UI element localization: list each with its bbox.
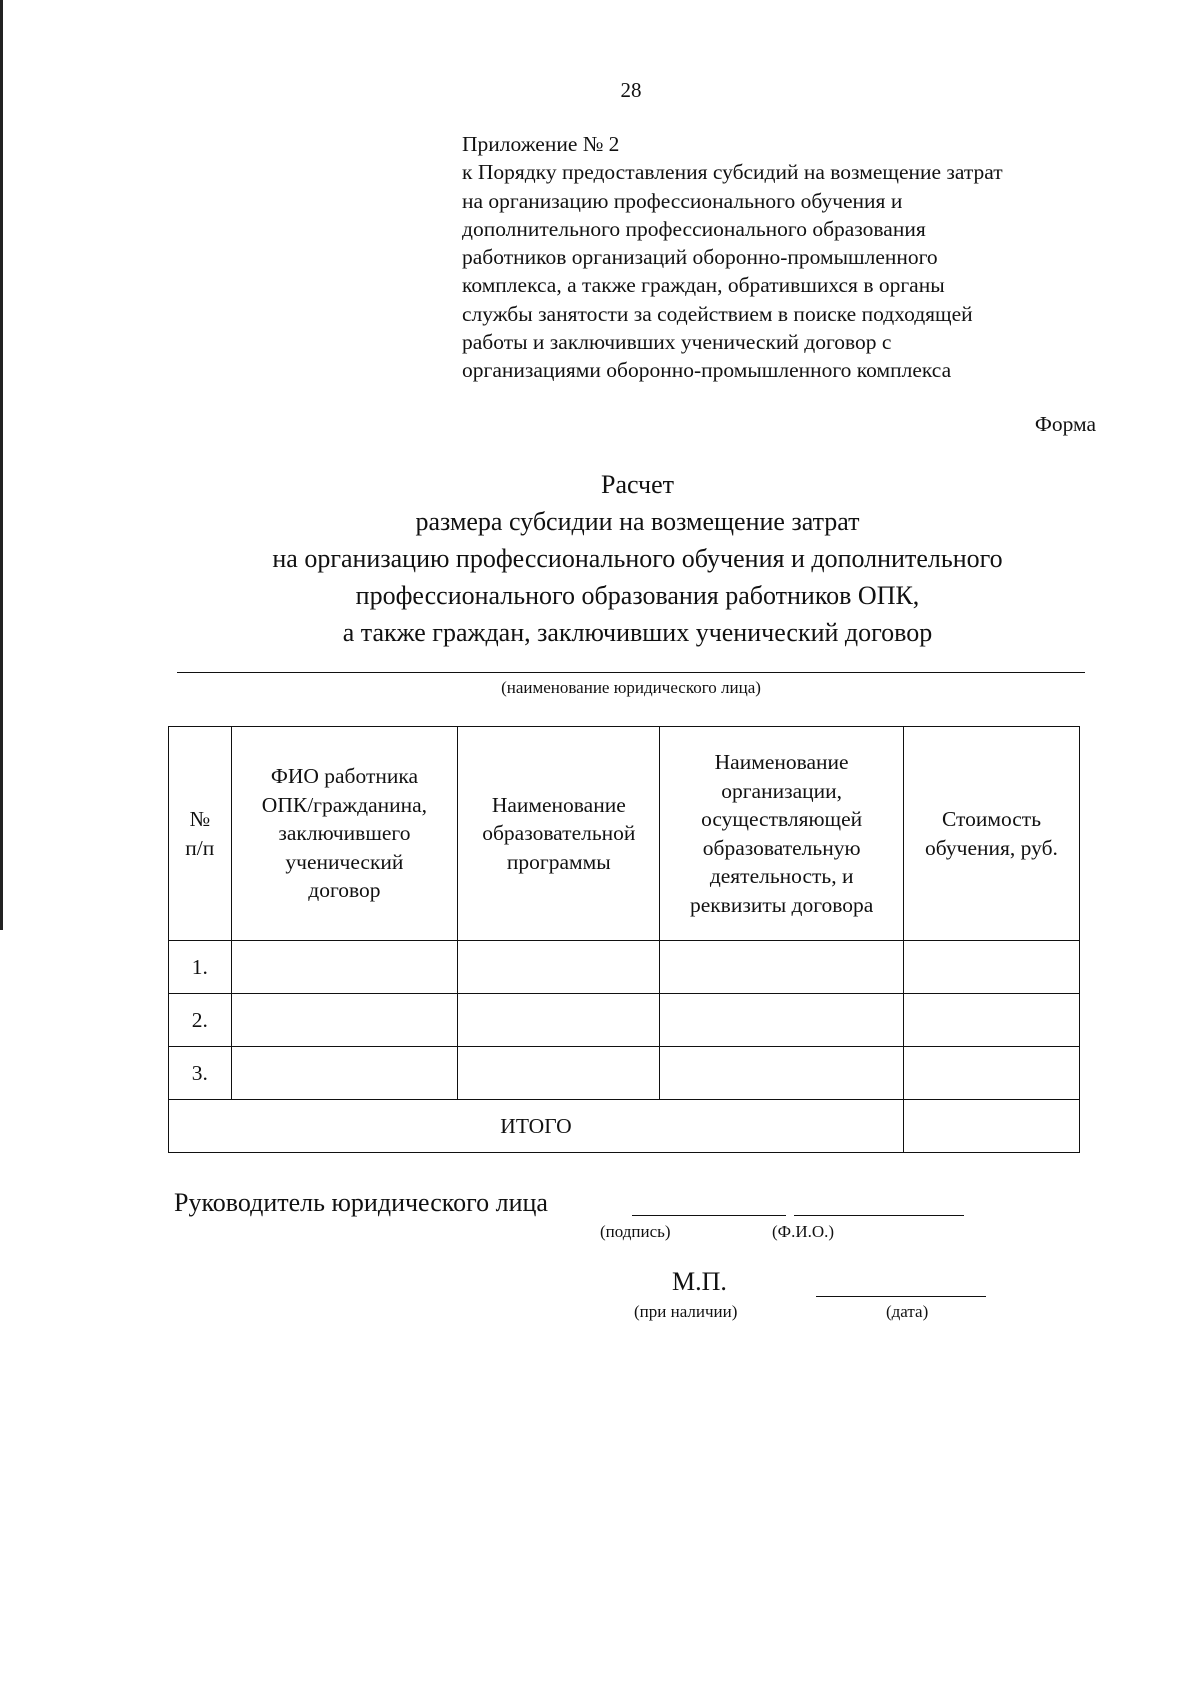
cell-total-cost[interactable] <box>903 1100 1079 1153</box>
full-name-field-line[interactable] <box>794 1215 964 1216</box>
row-number: 1. <box>169 941 232 994</box>
cell-program-name[interactable] <box>458 994 660 1047</box>
table-total-row <box>169 1100 1080 1153</box>
header-cost <box>903 727 1079 941</box>
stamp-label: М.П. <box>672 1267 727 1296</box>
appendix-line: работы и заключивших ученический договор с <box>462 330 892 355</box>
full-name-caption: (Ф.И.О.) <box>772 1222 835 1241</box>
signatory-title: Руководитель юридического лица <box>174 1188 548 1217</box>
cell-cost[interactable] <box>903 941 1079 994</box>
cell-program-name[interactable] <box>458 941 660 994</box>
cell-organization[interactable] <box>660 1047 904 1100</box>
signature-field-line[interactable] <box>632 1215 786 1216</box>
cell-organization[interactable] <box>660 941 904 994</box>
date-caption: (дата) <box>886 1302 929 1321</box>
appendix-line: работников организаций оборонно-промышленного <box>462 245 938 270</box>
title-line: профессионального образования работников ОПК, <box>355 581 920 610</box>
header-label: Стоимость обучения, руб. <box>925 807 1058 860</box>
table-row <box>169 994 1080 1047</box>
table-row <box>169 941 1080 994</box>
appendix-header <box>462 130 1102 385</box>
signature-caption: (подпись) <box>600 1222 671 1241</box>
date-field-line[interactable] <box>816 1296 986 1297</box>
header-label: Наименование образовательной программы <box>482 792 636 874</box>
header-label: ФИО работника ОПК/гражданина, заключившего ученический договор <box>261 764 428 903</box>
cell-cost[interactable] <box>903 994 1079 1047</box>
appendix-line: комплекса, а также граждан, обратившихся в органы <box>462 273 945 298</box>
page-number: 28 <box>620 78 642 102</box>
header-organization <box>660 727 904 941</box>
header-full-name <box>231 727 458 941</box>
row-number: 3. <box>169 1047 232 1100</box>
cell-full-name[interactable] <box>231 1047 458 1100</box>
cell-full-name[interactable] <box>231 941 458 994</box>
entity-name-field-line[interactable] <box>177 672 1085 673</box>
table-row <box>169 1047 1080 1100</box>
table-header-row <box>169 727 1080 941</box>
appendix-line: службы занятости за содействием в поиске подходящей <box>462 301 973 326</box>
cell-program-name[interactable] <box>458 1047 660 1100</box>
title-line: Расчет <box>601 470 674 499</box>
title-line: на организацию профессионального обучения и дополнительного <box>272 544 1003 573</box>
appendix-line: к Порядку предоставления субсидий на возмещение затрат <box>462 160 1003 185</box>
header-label: Наименование организации, осуществляющей образовательную деятельность, и реквизиты договора <box>689 750 874 917</box>
header-number <box>169 727 232 941</box>
entity-name-caption: (наименование юридического лица) <box>501 678 761 697</box>
calculation-table <box>168 726 1080 1153</box>
header-program-name <box>458 727 660 941</box>
cell-organization[interactable] <box>660 994 904 1047</box>
title-line: а также граждан, заключивших ученический договор <box>342 618 933 647</box>
form-label: Форма <box>1034 412 1096 436</box>
row-number: 2. <box>169 994 232 1047</box>
document-title <box>160 466 1115 651</box>
cell-full-name[interactable] <box>231 994 458 1047</box>
title-line: размера субсидии на возмещение затрат <box>415 507 860 536</box>
page-edge-line <box>0 0 3 930</box>
total-label: ИТОГО <box>169 1100 904 1153</box>
appendix-line: Приложение № 2 <box>462 132 620 156</box>
appendix-line: организациями оборонно-промышленного комплекса <box>462 358 952 383</box>
appendix-line: дополнительного профессионального образования <box>462 216 926 241</box>
header-label: № п/п <box>185 807 215 860</box>
cell-cost[interactable] <box>903 1047 1079 1100</box>
stamp-caption: (при наличии) <box>634 1302 738 1321</box>
appendix-line: на организацию профессионального обучения и <box>462 188 903 213</box>
